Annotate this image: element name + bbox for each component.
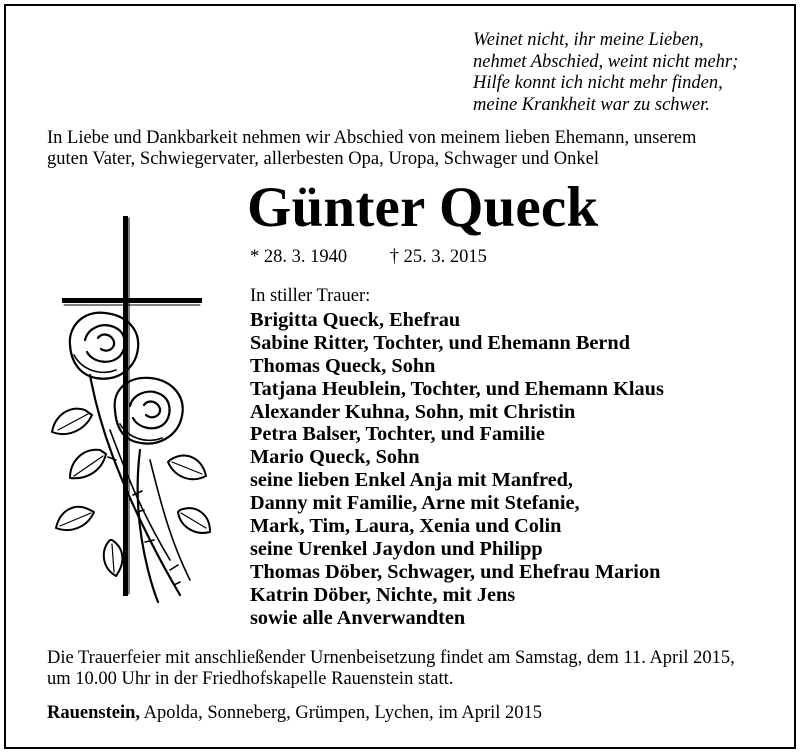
place-town: Rauenstein,: [47, 703, 141, 723]
mourner-line: seine lieben Enkel Anja mit Manfred,: [250, 469, 574, 492]
mourner-line: Mark, Tim, Laura, Xenia und Colin: [250, 515, 562, 538]
mourner-line: Danny mit Familie, Arne mit Stefanie,: [250, 492, 580, 515]
mourner-line: Thomas Döber, Schwager, und Ehefrau Marion: [250, 560, 661, 583]
service-line: Die Trauerfeier mit anschließender Urnenbeisetzung findet am Samstag, dem 11. April 2015,: [47, 648, 735, 668]
funeral-service-text: [47, 648, 735, 690]
rose-stem: [90, 375, 180, 595]
poem-line: Weinet nicht, ihr meine Lieben,: [473, 30, 704, 50]
poem-line: meine Krankheit war zu schwer.: [473, 94, 710, 115]
mourner-line: Thomas Queck, Sohn: [250, 354, 436, 377]
mourner-line: Sabine Ritter, Tochter, und Ehemann Bernd: [250, 331, 630, 354]
intro-line: guten Vater, Schwiegervater, allerbesten Opa, Uropa, Schwager und Onkel: [47, 149, 599, 169]
cross-horizontal: [62, 298, 202, 303]
place-and-date: [47, 702, 542, 724]
mourner-line: Katrin Döber, Nichte, mit Jens: [250, 583, 516, 606]
poem-line: nehmet Abschied, weint nicht mehr;: [473, 51, 739, 72]
mourners-list: [250, 309, 664, 629]
mourners-label: In stiller Trauer:: [250, 286, 371, 306]
life-dates: [250, 246, 487, 268]
mourner-line: Brigitta Queck, Ehefrau: [250, 309, 461, 331]
rose-leaves: [52, 409, 210, 576]
rose-stem: [138, 450, 158, 602]
intro-text: [47, 128, 759, 170]
death-date: † 25. 3. 2015: [389, 247, 487, 267]
mourner-line: Tatjana Heublein, Tochter, und Ehemann Klaus: [250, 377, 664, 400]
mourner-line: seine Urenkel Jaydon und Philipp: [250, 537, 543, 560]
mourner-line: Petra Balser, Tochter, und Familie: [250, 423, 545, 446]
birth-date: * 28. 3. 1940: [250, 247, 348, 267]
mourner-line: Mario Queck, Sohn: [250, 446, 420, 469]
poem-line: Hilfe konnt ich nicht mehr finden,: [473, 73, 723, 93]
memorial-poem: [473, 30, 738, 116]
deceased-name: Günter Queck: [247, 176, 599, 239]
cross-with-roses-icon: [30, 210, 215, 610]
mourner-line: sowie alle Anverwandten: [250, 606, 466, 629]
rose-upper: [70, 313, 139, 379]
mourner-line: Alexander Kuhna, Sohn, mit Christin: [250, 400, 576, 423]
place-rest: Apolda, Sonneberg, Grümpen, Lychen, im April 2015: [140, 703, 543, 723]
cross-vertical: [123, 216, 128, 596]
intro-line: In Liebe und Dankbarkeit nehmen wir Abschied von meinem lieben Ehemann, unserem: [47, 128, 697, 148]
service-line: um 10.00 Uhr in der Friedhofskapelle Rauenstein statt.: [47, 669, 454, 689]
